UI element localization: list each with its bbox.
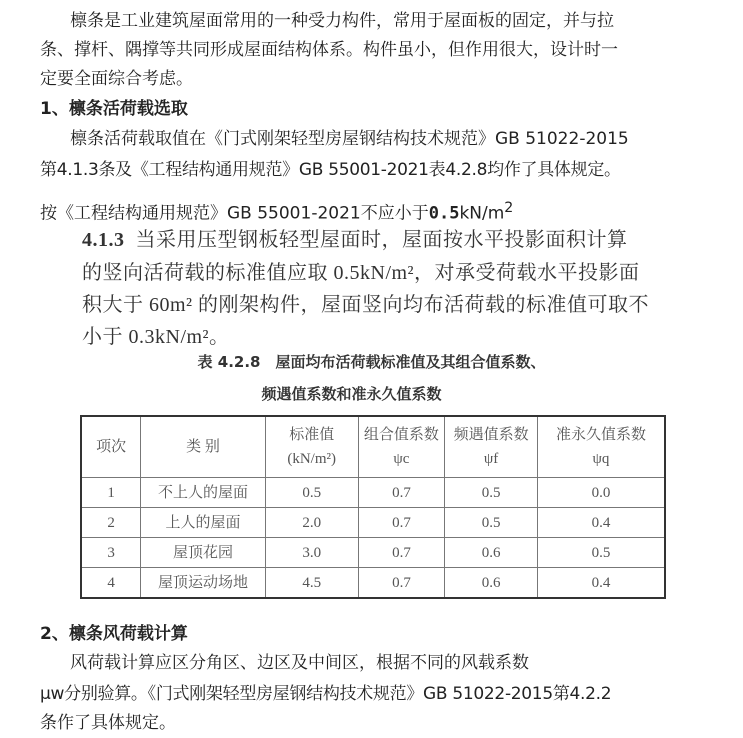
column-header <box>445 416 538 478</box>
table-cell: 1 <box>81 478 141 508</box>
table-cell: 0.5 <box>265 478 358 508</box>
table-cell: 0.7 <box>358 478 445 508</box>
table-cell: 2 <box>81 508 141 538</box>
table-cell: 3 <box>81 538 141 568</box>
table-row <box>81 508 665 538</box>
section2-line: 条作了具体规定。 <box>40 713 176 733</box>
table-cell: 屋顶运动场地 <box>141 568 266 599</box>
column-header <box>358 416 445 478</box>
column-header <box>81 416 141 478</box>
column-header <box>537 416 665 478</box>
header-sub: ψc <box>393 451 410 467</box>
table-caption: 表 4.2.8 屋面均布活荷载标准值及其组合值系数、 <box>197 353 546 371</box>
clause-number: 4.1.3 <box>82 229 125 251</box>
table-cell: 0.7 <box>358 508 445 538</box>
table-cell: 3.0 <box>265 538 358 568</box>
header-label: 项次 <box>96 439 127 455</box>
table-cell: 屋顶花园 <box>141 538 266 568</box>
section1-line: 檩条活荷载取值在《门式刚架轻型房屋钢结构技术规范》GB 51022-2015 <box>70 129 629 149</box>
sup: 2 <box>504 200 514 216</box>
header-label: 准永久值系数 <box>555 427 646 443</box>
table-row <box>81 538 665 568</box>
text: 按《工程结构通用规范》GB 55001-2021不应小于 <box>40 203 429 224</box>
table-cell: 0.0 <box>537 478 665 508</box>
clause-text: 当采用压型钢板轻型屋面时，屋面按水平投影面积计算 <box>135 229 628 251</box>
header-sub: ψf <box>483 451 499 467</box>
clause-line: 积大于 60m² 的刚架构件，屋面竖向均布活荷载的标准值可取不 <box>82 294 650 316</box>
clause-line <box>82 227 628 253</box>
header-sub: ψq <box>592 451 610 467</box>
table-cell: 0.4 <box>537 508 665 538</box>
intro-line: 定要全面综合考虑。 <box>40 69 193 89</box>
table-row <box>81 478 665 508</box>
unit: kN/m <box>459 203 505 224</box>
table-caption: 频遇值系数和准永久值系数 <box>261 385 442 403</box>
header-label: 标准值 <box>289 427 335 443</box>
section2-heading: 2、檩条风荷载计算 <box>40 624 188 644</box>
section1-heading: 1、檩条活荷载选取 <box>40 99 188 119</box>
table-cell: 0.4 <box>537 568 665 599</box>
table-cell: 0.7 <box>358 568 445 599</box>
table-cell: 0.5 <box>445 478 538 508</box>
table-row <box>81 568 665 599</box>
table-cell: 不上人的屋面 <box>141 478 266 508</box>
table-cell: 0.6 <box>445 568 538 599</box>
header-label: 频遇值系数 <box>453 427 529 443</box>
load-table <box>80 415 666 599</box>
table-cell: 0.5 <box>445 508 538 538</box>
section1-line: 第4.1.3条及《工程结构通用规范》GB 55001-2021表4.2.8均作了具体规定。 <box>40 160 621 180</box>
table-cell: 4.5 <box>265 568 358 599</box>
table-cell: 0.5 <box>537 538 665 568</box>
column-header <box>265 416 358 478</box>
table-cell: 4 <box>81 568 141 599</box>
table-cell: 0.6 <box>445 538 538 568</box>
header-label: 组合值系数 <box>363 427 439 443</box>
table-cell: 上人的屋面 <box>141 508 266 538</box>
clause-line: 小于 0.3kN/m²。 <box>82 326 230 348</box>
table-cell: 0.7 <box>358 538 445 568</box>
section2-line: μw分别验算。《门式刚架轻型房屋钢结构技术规范》GB 51022-2015第4.2.2 <box>40 684 612 704</box>
header-label: 类 别 <box>186 439 220 455</box>
clause-line: 的竖向活荷载的标准值应取 0.5kN/m²，对承受荷载水平投影面 <box>82 262 640 284</box>
intro-line: 檩条是工业建筑屋面常用的一种受力构件，常用于屋面板的固定，并与拉 <box>70 11 614 31</box>
section1-last-line <box>40 197 513 225</box>
intro-line: 条、撑杆、隅撑等共同形成屋面结构体系。构件虽小，但作用很大，设计时一 <box>40 40 618 60</box>
value: 0.5 <box>428 203 460 224</box>
table-cell: 2.0 <box>265 508 358 538</box>
column-header <box>141 416 266 478</box>
section2-line: 风荷载计算应区分角区、边区及中间区，根据不同的风载系数 <box>70 653 529 673</box>
header-sub: (kN/m²) <box>287 451 337 467</box>
